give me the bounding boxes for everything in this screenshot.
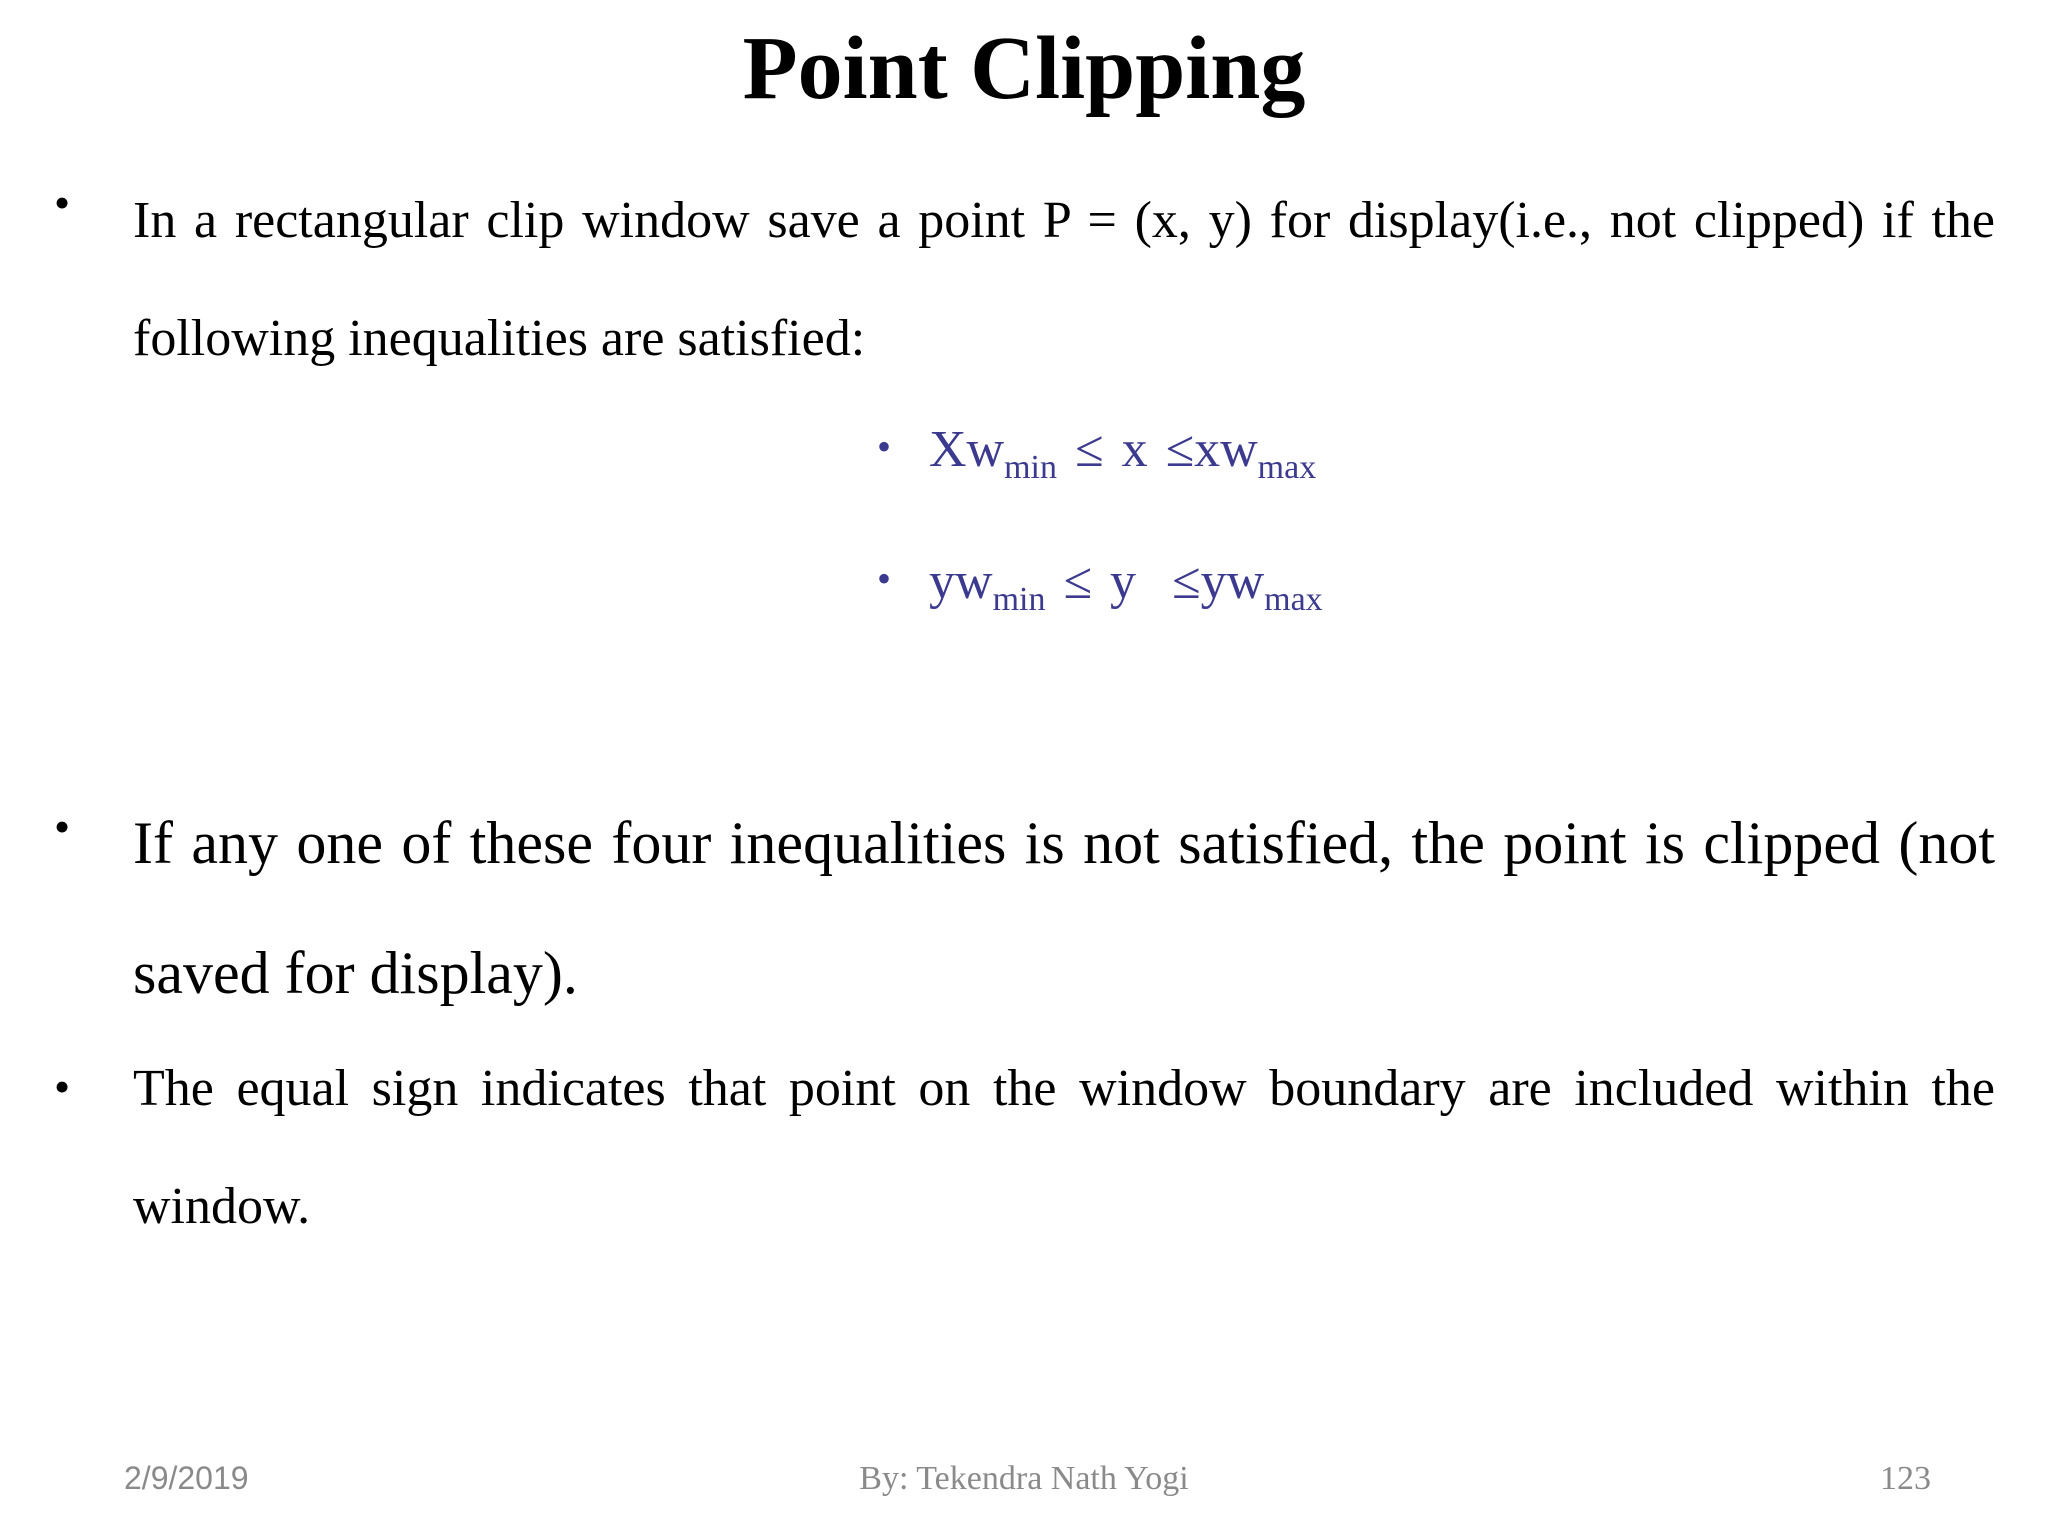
sub-bullet-marker: •: [877, 556, 892, 601]
ineq-lhs: Xw: [929, 421, 1005, 478]
inequality-y: [877, 552, 1323, 618]
ineq-rhs-sub: max: [1257, 449, 1317, 486]
ineq-rhs-sub: max: [1264, 581, 1323, 618]
bullet-marker: •: [54, 801, 71, 852]
ineq-op2: ≤: [1172, 553, 1201, 610]
slide-title: Point Clipping: [742, 19, 1306, 118]
bullet-text-1: In a rectangular clip window save a point P = (x, y) for display(i.e., not clipped) if the following inequalities are satisfied:: [133, 192, 1995, 367]
ineq-lhs: yw: [929, 553, 993, 610]
ineq-lhs-sub: min: [992, 581, 1046, 618]
sub-bullet-marker: •: [877, 424, 892, 469]
ineq-var: x: [1121, 421, 1148, 478]
ineq-lhs-sub: min: [1004, 449, 1058, 486]
bullet-text-3: The equal sign indicates that point on the window boundary are included within the window.: [133, 1060, 1995, 1235]
inequality-x: [877, 420, 1317, 486]
footer-author: By: Tekendra Nath Yogi: [859, 1460, 1189, 1497]
footer-date: 2/9/2019: [124, 1460, 249, 1496]
ineq-op2: ≤: [1165, 421, 1195, 478]
bullet-marker: •: [54, 177, 71, 228]
ineq-var: y: [1110, 553, 1137, 610]
ineq-rhs: yw: [1200, 553, 1265, 610]
ineq-rhs: xw: [1194, 421, 1258, 478]
bullet-marker: •: [54, 1061, 71, 1112]
ineq-op1: ≤: [1075, 421, 1104, 478]
bullet-text-2: If any one of these four inequalities is not satisfied, the point is clipped (not saved for display).: [133, 810, 1995, 1006]
ineq-op1: ≤: [1063, 553, 1093, 610]
footer-page-number: 123: [1880, 1460, 1931, 1497]
